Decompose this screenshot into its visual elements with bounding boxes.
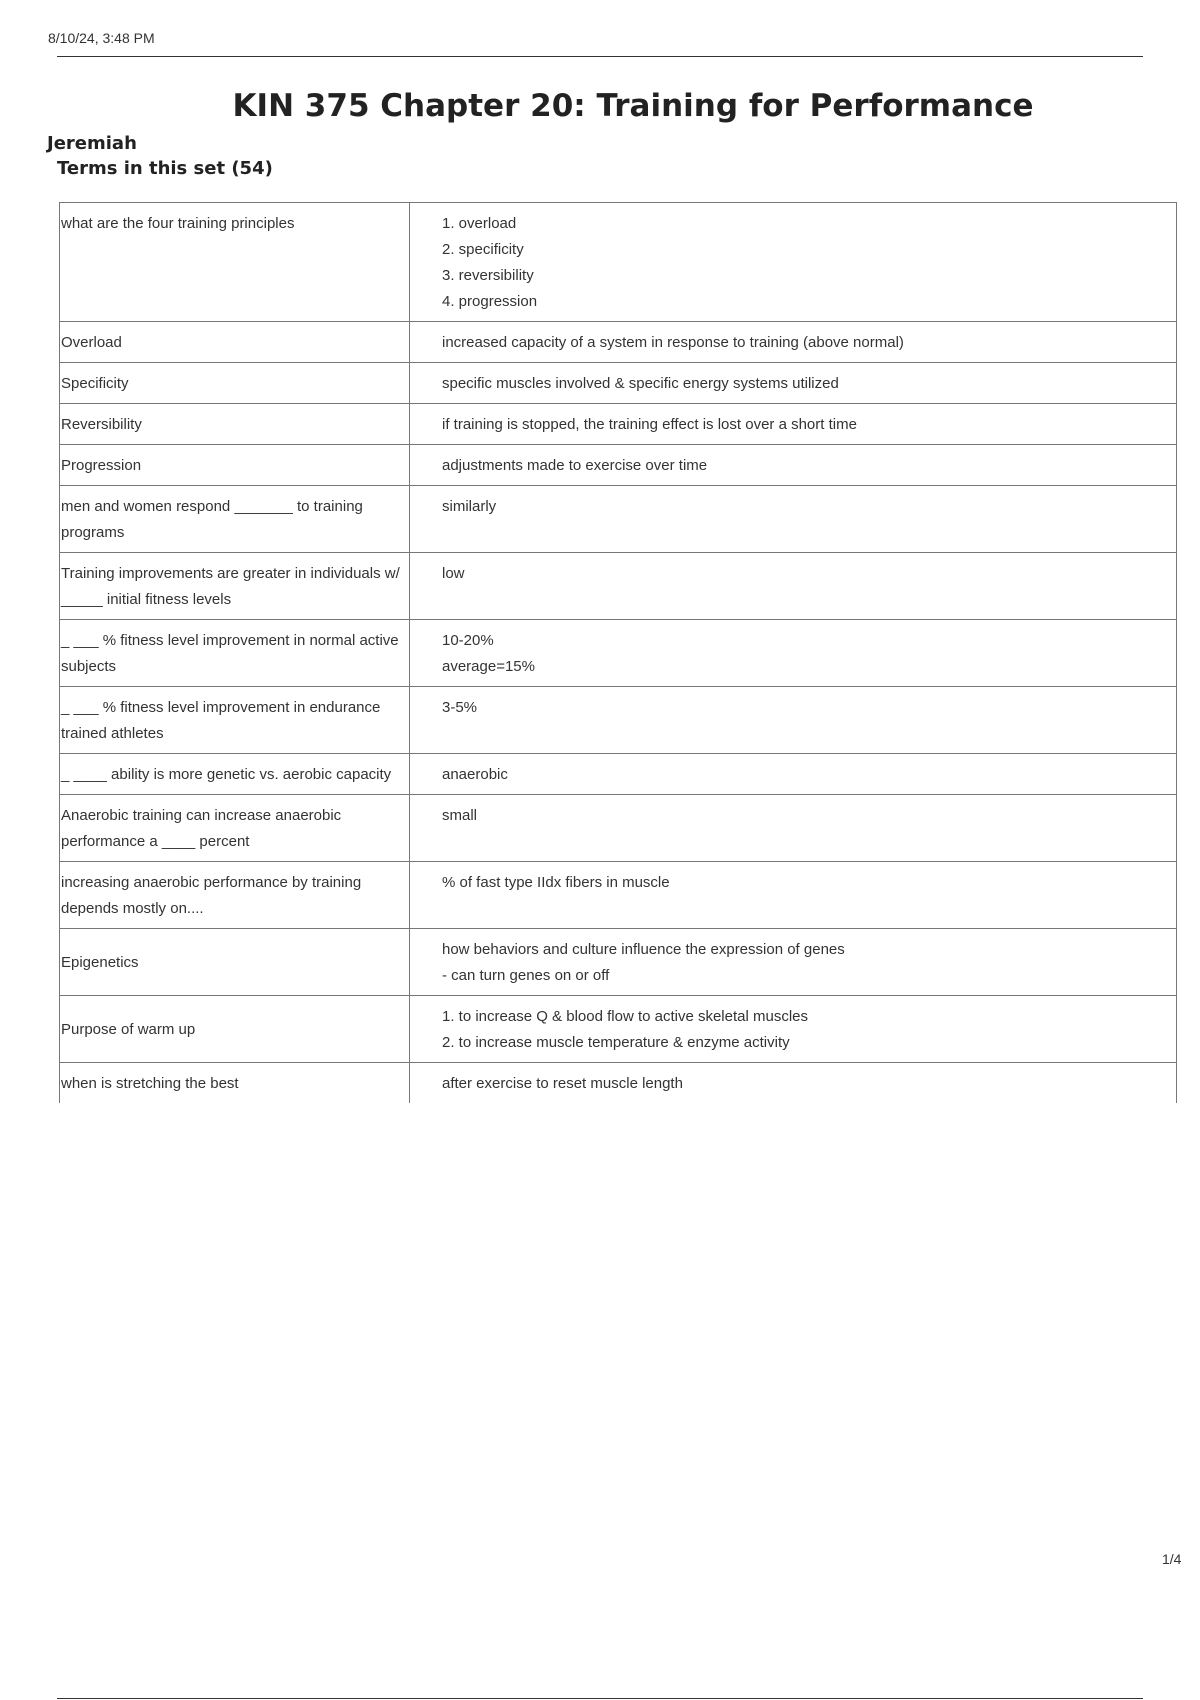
term-row	[60, 404, 1177, 445]
definition-line: 3-5%	[442, 699, 478, 716]
definition-cell	[410, 404, 1177, 445]
definition-line: 10-20%	[442, 632, 494, 649]
terms-table	[59, 202, 1177, 1103]
definition-cell	[410, 754, 1177, 795]
term-row	[60, 754, 1177, 795]
term-cell: when is stretching the best	[60, 1063, 410, 1104]
term-row	[60, 620, 1177, 687]
definition-line: similarly	[442, 498, 497, 515]
term-cell: Epigenetics	[60, 929, 410, 996]
term-row	[60, 929, 1177, 996]
definition-line: - can turn genes on or off	[442, 967, 610, 984]
term-row	[60, 322, 1177, 363]
definition-line: anaerobic	[442, 766, 508, 783]
definition-line: 1. overload	[442, 215, 517, 232]
author-name[interactable]: Jeremiah	[47, 133, 137, 154]
term-row	[60, 687, 1177, 754]
term-cell: _ ___ % fitness level improvement in endurance trained athletes	[60, 687, 410, 754]
term-cell: Reversibility	[60, 404, 410, 445]
term-cell: Anaerobic training can increase anaerobic performance a ____ percent	[60, 795, 410, 862]
definition-line: average=15%	[442, 658, 535, 675]
terms-count-heading: Terms in this set (54)	[57, 158, 273, 179]
definition-line: 2. to increase muscle temperature & enzyme activity	[442, 1034, 790, 1051]
definition-line: specific muscles involved & specific energy systems utilized	[442, 375, 839, 392]
definition-cell	[410, 445, 1177, 486]
term-cell: increasing anaerobic performance by training depends mostly on....	[60, 862, 410, 929]
definition-cell	[410, 862, 1177, 929]
term-row	[60, 996, 1177, 1063]
definition-line: small	[442, 807, 478, 824]
definition-cell	[410, 687, 1177, 754]
definition-cell	[410, 363, 1177, 404]
definition-cell	[410, 795, 1177, 862]
definition-line: after exercise to reset muscle length	[442, 1075, 683, 1092]
definition-line: how behaviors and culture influence the expression of genes	[442, 941, 845, 958]
definition-cell	[410, 929, 1177, 996]
definition-cell	[410, 620, 1177, 687]
definition-cell	[410, 553, 1177, 620]
header-divider	[57, 56, 1143, 57]
definition-cell	[410, 322, 1177, 363]
term-cell: _ ___ % fitness level improvement in normal active subjects	[60, 620, 410, 687]
definition-cell	[410, 486, 1177, 553]
definition-line: low	[442, 565, 465, 582]
definition-line: % of fast type IIdx fibers in muscle	[442, 874, 670, 891]
terms-table-body	[60, 203, 1177, 1104]
definition-line: if training is stopped, the training effect is lost over a short time	[442, 416, 857, 433]
term-cell: what are the four training principles	[60, 203, 410, 322]
definition-line: 4. progression	[442, 293, 538, 310]
term-row	[60, 553, 1177, 620]
term-row	[60, 363, 1177, 404]
term-row	[60, 795, 1177, 862]
term-cell: Specificity	[60, 363, 410, 404]
term-cell: Training improvements are greater in individuals w/ _____ initial fitness levels	[60, 553, 410, 620]
term-row	[60, 1063, 1177, 1104]
footer-divider	[57, 1698, 1143, 1699]
term-row	[60, 486, 1177, 553]
definition-line: 1. to increase Q & blood flow to active skeletal muscles	[442, 1008, 809, 1025]
definition-cell	[410, 1063, 1177, 1104]
term-cell: _ ____ ability is more genetic vs. aerobic capacity	[60, 754, 410, 795]
term-cell: Progression	[60, 445, 410, 486]
page-title: KIN 375 Chapter 20: Training for Performance	[232, 88, 1034, 124]
definition-line: increased capacity of a system in response to training (above normal)	[442, 334, 904, 351]
term-cell: Overload	[60, 322, 410, 363]
definition-line: 3. reversibility	[442, 267, 534, 284]
term-row	[60, 445, 1177, 486]
term-cell: men and women respond _______ to training programs	[60, 486, 410, 553]
term-row	[60, 203, 1177, 322]
page-number: 1/4	[1162, 1551, 1182, 1567]
term-cell: Purpose of warm up	[60, 996, 410, 1063]
print-timestamp: 8/10/24, 3:48 PM	[48, 30, 155, 46]
definition-cell	[410, 996, 1177, 1063]
definition-line: 2. specificity	[442, 241, 524, 258]
definition-line: adjustments made to exercise over time	[442, 457, 708, 474]
term-row	[60, 862, 1177, 929]
definition-cell	[410, 203, 1177, 322]
